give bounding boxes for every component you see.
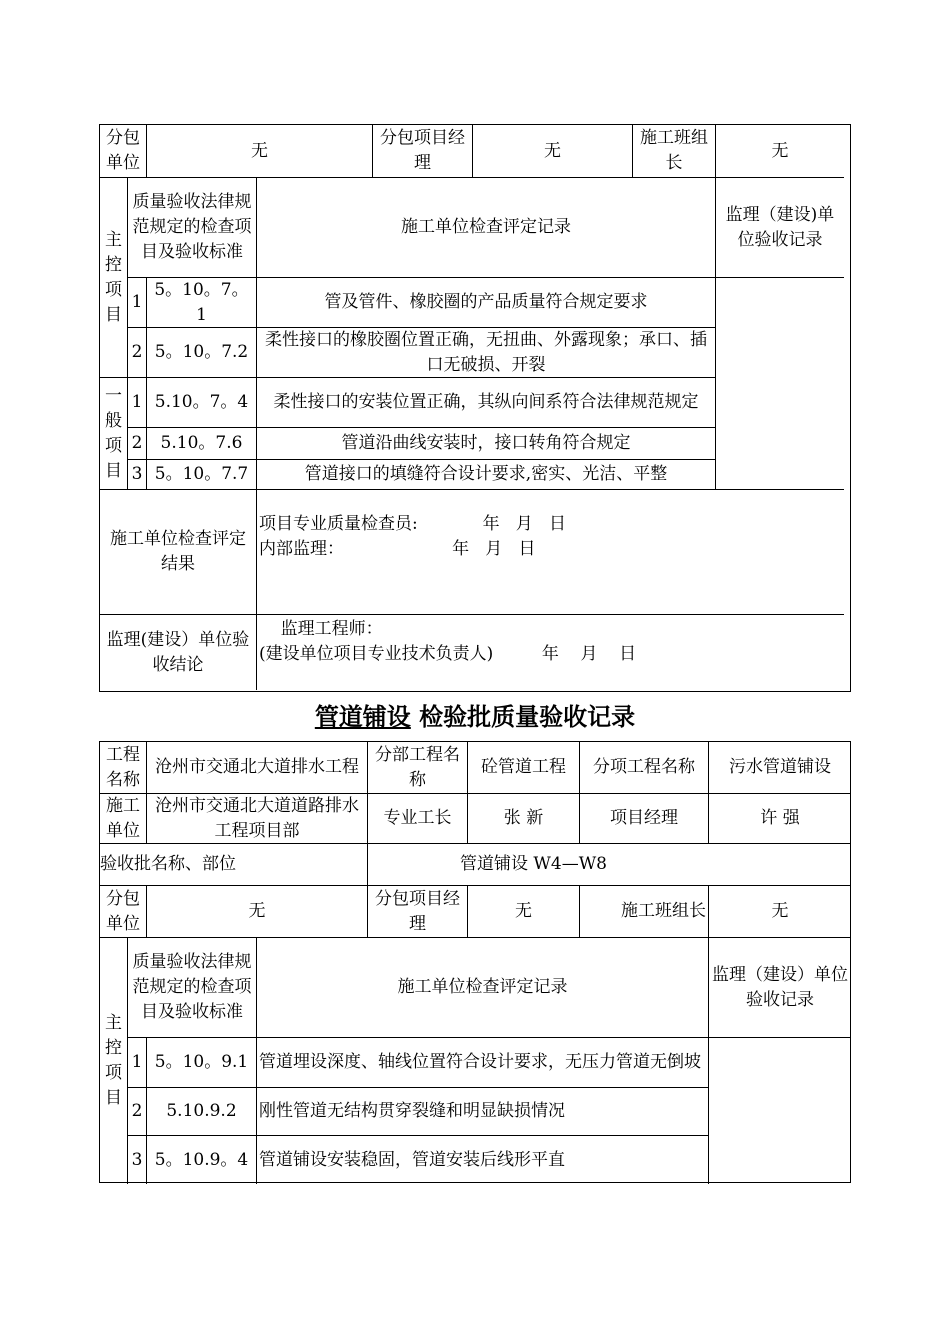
general-item-no: 2 <box>128 428 147 460</box>
general-item-record: 管道沿曲线安装时，接口转角符合规定 <box>257 428 716 460</box>
conclusion-engineer-line: 监理工程师： <box>259 619 383 639</box>
result-inspector-line: 项目专业质量检查员: 年 月 日 <box>259 514 566 534</box>
inspection-table-2 <box>99 741 851 1183</box>
sub-unit-value: 无 <box>147 125 373 178</box>
contractor-label: 施工单位 <box>100 794 147 844</box>
general-item-code: 5.10。7.6 <box>147 428 257 460</box>
subitem-value: 污水管道铺设 <box>709 742 851 794</box>
result-label: 施工单位检查评定结果 <box>100 490 257 615</box>
main-item-code: 5。10.9。4 <box>147 1136 257 1184</box>
sub-pm-value: 无 <box>473 125 633 178</box>
batch-label: 验收批名称、部位 <box>100 844 368 886</box>
project-name-value: 沧州市交通北大道排水工程 <box>147 742 368 794</box>
main-item-no: 2 <box>128 328 147 378</box>
general-item-record: 柔性接口的安装位置正确，其纵向间系符合法律规范规定 <box>257 378 716 428</box>
project-name-label: 工程名称 <box>100 742 147 794</box>
main-item-no: 1 <box>128 278 147 328</box>
main-item-code: 5。10。7.2 <box>147 328 257 378</box>
main-item-record: 管道埋设深度、轴线位置符合设计要求，无压力管道无倒坡 <box>257 1038 709 1088</box>
form-title-subject: 管道铺设 <box>314 703 411 731</box>
supervisor-record-cell[interactable] <box>716 278 844 490</box>
division-label: 分部工程名称 <box>368 742 468 794</box>
inspection-table-1 <box>99 124 851 692</box>
supervisor-record-header: 监理（建设)单位验收记录 <box>716 178 844 278</box>
foreman-value: 张 新 <box>468 794 580 844</box>
sub-unit-label: 分包单位 <box>100 886 147 938</box>
batch-value: 管道铺设 W4—W8 <box>368 844 851 886</box>
main-item-code: 5。10。7。1 <box>147 278 257 328</box>
form-title <box>100 700 850 734</box>
supervisor-record-header: 监理（建设）单位验收记录 <box>709 938 851 1038</box>
general-item-code: 5。10。7.7 <box>147 460 257 490</box>
main-items-label: 主控项目 <box>100 178 128 378</box>
general-item-record: 管道接口的填缝符合设计要求,密实、光洁、平整 <box>257 460 716 490</box>
result-internal-line: 内部监理： 年 月 日 <box>259 539 536 559</box>
sub-unit-value: 无 <box>147 886 368 938</box>
foreman-label: 专业工长 <box>368 794 468 844</box>
subitem-label: 分项工程名称 <box>580 742 709 794</box>
main-items-label: 主控项目 <box>100 938 128 1184</box>
form-title-suffix: 检验批质量验收记录 <box>410 703 636 731</box>
main-item-no: 1 <box>128 1038 147 1088</box>
pm-label: 项目经理 <box>580 794 709 844</box>
standard-header: 质量验收法律规范规定的检查项目及验收标准 <box>128 178 257 278</box>
general-item-no: 1 <box>128 378 147 428</box>
general-items-label: 一般项目 <box>100 378 128 490</box>
general-item-no: 3 <box>128 460 147 490</box>
division-value: 砼管道工程 <box>468 742 580 794</box>
sub-unit-label: 分包单位 <box>100 125 147 178</box>
sub-pm-label: 分包项目经理 <box>368 886 468 938</box>
result-cell[interactable] <box>257 490 844 615</box>
main-item-code: 5。10。9.1 <box>147 1038 257 1088</box>
supervisor-record-cell[interactable] <box>709 1038 851 1184</box>
contractor-record-header: 施工单位检查评定记录 <box>257 938 709 1038</box>
contractor-record-header: 施工单位检查评定记录 <box>257 178 716 278</box>
conclusion-cell[interactable] <box>257 615 844 690</box>
team-leader-label: 施工班组长 <box>580 886 709 938</box>
main-item-no: 2 <box>128 1088 147 1136</box>
team-leader-value: 无 <box>716 125 844 178</box>
standard-header: 质量验收法律规范规定的检查项目及验收标准 <box>128 938 257 1038</box>
contractor-value: 沧州市交通北大道道路排水工程项目部 <box>147 794 368 844</box>
general-item-code: 5.10。7。4 <box>147 378 257 428</box>
main-item-code: 5.10.9.2 <box>147 1088 257 1136</box>
main-item-record: 刚性管道无结构贯穿裂缝和明显缺损情况 <box>257 1088 709 1136</box>
main-item-record: 管道铺设安装稳固，管道安装后线形平直 <box>257 1136 709 1184</box>
conclusion-tech-lead-line: (建设单位项目专业技术负责人) 年 月 日 <box>259 644 637 664</box>
pm-value: 许 强 <box>709 794 851 844</box>
sub-pm-label: 分包项目经理 <box>373 125 473 178</box>
main-item-record: 柔性接口的橡胶圈位置正确，无扭曲、外露现象；承口、插口无破损、开裂 <box>257 328 716 378</box>
conclusion-label: 监理(建设）单位验收结论 <box>100 615 257 690</box>
team-leader-label: 施工班组长 <box>633 125 716 178</box>
team-leader-value: 无 <box>709 886 851 938</box>
sub-pm-value: 无 <box>468 886 580 938</box>
main-item-record: 管及管件、橡胶圈的产品质量符合规定要求 <box>257 278 716 328</box>
main-item-no: 3 <box>128 1136 147 1184</box>
